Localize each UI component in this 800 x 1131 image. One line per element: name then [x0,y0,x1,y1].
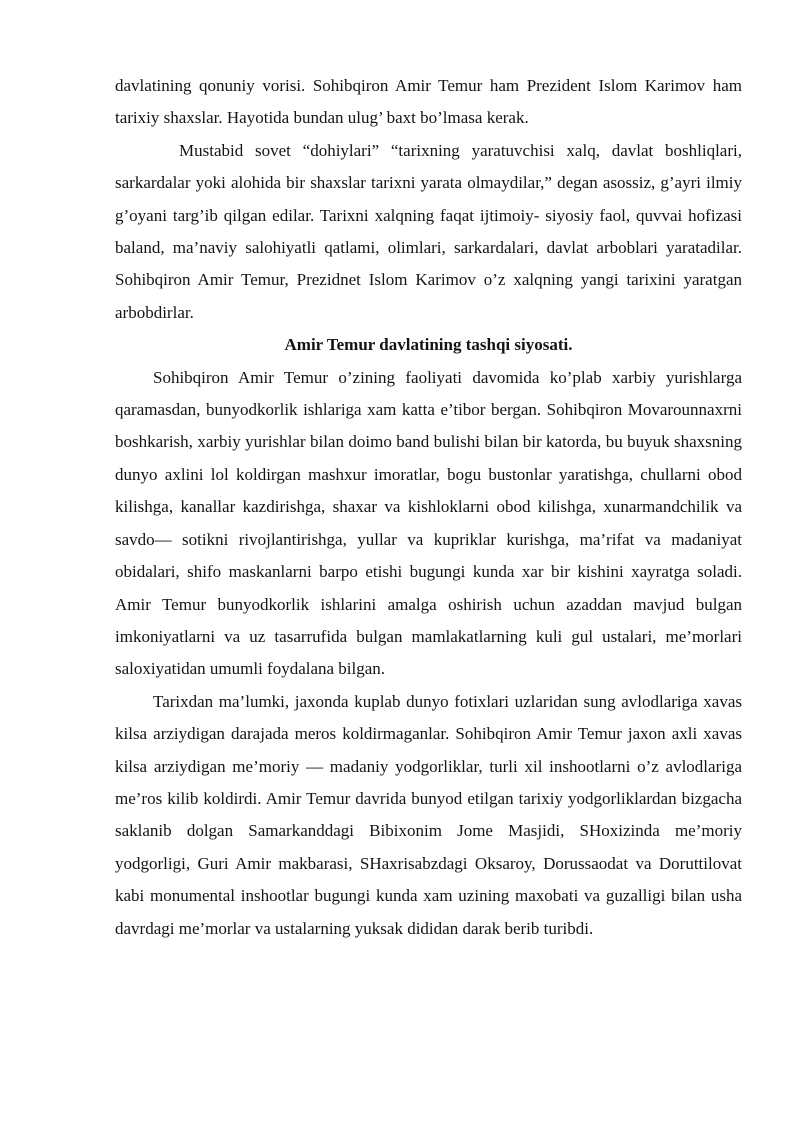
paragraph-continuation: davlatining qonuniy vorisi. Sohibqiron Amir Temur ham Prezident Islom Karimov ham tarixiy shaxslar. Hayotida bundan ulug’ baxt bo’lmasa kerak. [115,76,742,128]
paragraph-architectural-heritage: Tarixdan ma’lumki, jaxonda kuplab dunyo fotixlari uzlaridan sung avlodlariga xavas kilsa arziydigan darajada meros koldirmaganlar. Sohibqiron Amir Temur jaxon axli xavas kilsa arziydigan me’moriy — madaniy yodgorliklar, turli xil inshootlarni o’z avlodlariga me’ros kilib koldirdi. Amir Temur davrida bunyod etilgan tarixiy yodgorliklardan bizgacha saklanib dolgan Samarkanddagi Bibixonim Jome Masjidi, SHoxizinda me’moriy yodgorligi, Guri Amir makbarasi, SHaxrisabzdagi Oksaroy, Dorussaodat va Doruttilovat kabi monumental inshootlar bugungi kunda xam uzining maxobati va guzalligi bilan usha davrdagi me’morlar va ustalarning yuksak dididan darak berib turibdi. [115,691,742,938]
section-heading: Amir Temur davlatining tashqi siyosati. [284,335,573,355]
document-page [115,70,742,945]
paragraph-soviet-dogma: Mustabid sovet “dohiylari” “tarixning yaratuvchisi xalq, davlat boshliqlari, sarkardalar yoki alohida bir shaxslar tarixni yarata olmaydilar,” degan asossiz, g’ayri ilmiy g’oyani targ’ib qilgan edilar. Tarixni xalqning faqat ijtimoiy- siyosiy faol, quvvai hofizasi baland, ma’naviy salohiyatli qatlami, olimlari, sarkardalari, davlat arboblari yaratadilar. Sohibqiron Amir Temur, Prezidnet Islom Karimov o’z xalqning yangi tarixini yaratgan arbobdirlar. [115,140,742,322]
paragraph-construction-works: Sohibqiron Amir Temur o’zining faoliyati davomida ko’plab xarbiy yurishlarga qaramasdan, bunyodkorlik ishlariga xam katta e’tibor bergan. Sohibqiron Movarounnaxrni boshkarish, xarbiy yurishlar bilan doimo band bulishi bilan bir katorda, bu buyuk shaxsning dunyo axlini lol koldirgan mashxur imoratlar, bogu bustonlar yaratishga, chullarni obod kilishga, kanallar kazdirishga, shaxar va kishloklarni obod kilishga, xunarmandchilik va savdo— sotikni rivojlantirishga, yullar va kupriklar kurishga, ma’rifat va madaniyat obidalari, shifo maskanlarni barpo etishi bugungi kunda xar bir kishini xayratga soladi. Amir Temur bunyodkorlik ishlarini amalga oshirish uchun azaddan mavjud bulgan imkoniyatlarni va uz tasarrufida bulgan mamlakatlarning kuli gul ustalari, me’morlari saloxiyatidan umumli foydalana bilgan. [115,367,742,679]
